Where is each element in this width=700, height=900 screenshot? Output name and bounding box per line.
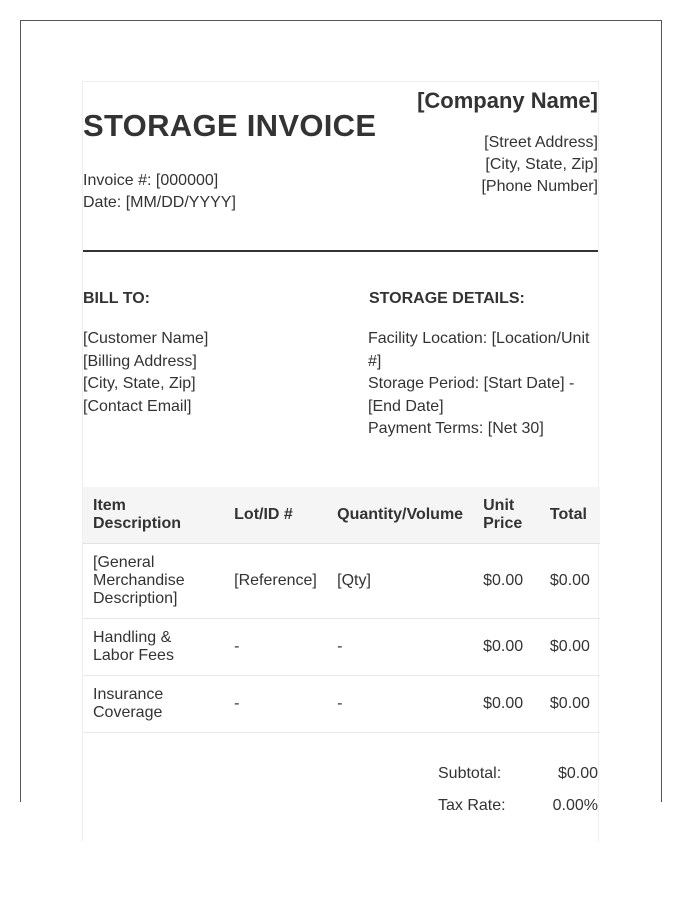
table-row: [83, 676, 600, 733]
tax-rate-label: Tax Rate:: [438, 797, 506, 814]
tax-rate-row: [438, 790, 598, 822]
line-items-table: [83, 487, 600, 733]
tax-rate-value: 0.00%: [552, 797, 598, 814]
cell-description: Handling & Labor Fees: [83, 619, 224, 676]
cell-total: $0.00: [540, 619, 600, 676]
cell-lot: [Reference]: [224, 544, 327, 619]
bill-to-block: [83, 328, 208, 418]
page-frame: [20, 20, 662, 814]
table-row: [83, 619, 600, 676]
header-total: Total: [540, 487, 600, 544]
storage-details-heading: STORAGE DETAILS:: [369, 290, 525, 307]
totals-block: [438, 758, 598, 822]
bill-to-email: [Contact Email]: [83, 397, 192, 415]
cell-description: [General Merchandise Description]: [83, 544, 224, 619]
cell-lot: -: [224, 619, 327, 676]
header-item-description: Item Description: [83, 487, 224, 544]
cell-quantity: -: [327, 619, 473, 676]
cell-quantity: -: [327, 676, 473, 733]
subtotal-value: $0.00: [557, 765, 598, 782]
subtotal-label: Subtotal:: [438, 765, 502, 782]
header-lot-id: Lot/ID #: [224, 487, 327, 544]
company-street: [Street Address]: [484, 134, 598, 151]
payment-terms: Payment Terms: [Net 30]: [368, 420, 544, 437]
company-city: [City, State, Zip]: [485, 156, 598, 173]
table-row: [83, 544, 600, 619]
cell-unit-price: $0.00: [473, 619, 540, 676]
header-unit-price: Unit Price: [473, 487, 540, 544]
header-quantity: Quantity/Volume: [327, 487, 473, 544]
company-phone: [Phone Number]: [481, 178, 598, 195]
cell-lot: -: [224, 676, 327, 733]
cell-total: $0.00: [540, 676, 600, 733]
invoice-number: Invoice #: [000000]: [83, 172, 219, 189]
facility-location: Facility Location: [Location/Unit #]: [368, 330, 590, 370]
company-address: [481, 132, 598, 198]
cell-quantity: [Qty]: [327, 544, 473, 619]
bill-to-customer: [Customer Name]: [83, 330, 209, 347]
invoice-document: [82, 81, 599, 841]
bill-to-city: [City, State, Zip]: [83, 375, 196, 392]
cell-total: $0.00: [540, 544, 600, 619]
invoice-title: STORAGE INVOICE: [83, 108, 377, 143]
storage-period: Storage Period: [Start Date] - [End Date]: [368, 375, 575, 415]
storage-details-block: [368, 328, 600, 441]
invoice-date: Date: [MM/DD/YYYY]: [83, 194, 236, 211]
cell-description: Insurance Coverage: [83, 676, 224, 733]
header-divider: [83, 250, 598, 252]
cell-unit-price: $0.00: [473, 544, 540, 619]
company-name: [Company Name]: [417, 88, 598, 113]
cell-unit-price: $0.00: [473, 676, 540, 733]
table-header-row: [83, 487, 600, 544]
subtotal-row: [438, 758, 598, 790]
bill-to-address: [Billing Address]: [83, 352, 197, 370]
invoice-meta: [83, 170, 236, 214]
bill-to-heading: BILL TO:: [83, 290, 150, 307]
